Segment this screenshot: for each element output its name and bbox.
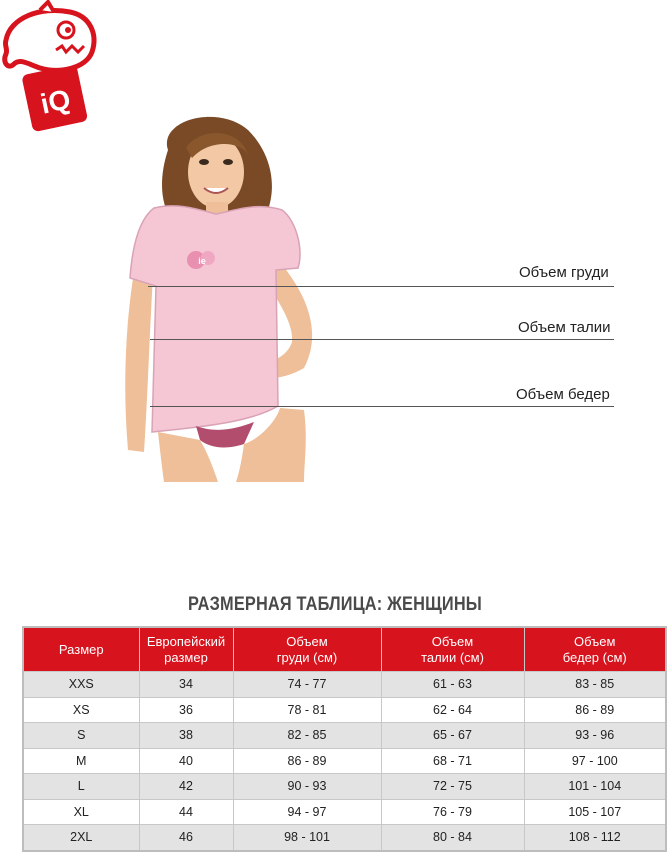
cell-chest: 78 - 81 xyxy=(233,697,381,723)
cell-euro: 36 xyxy=(139,697,233,723)
cell-hips: 97 - 100 xyxy=(524,748,666,774)
table-row xyxy=(23,748,666,774)
cell-hips: 105 - 107 xyxy=(524,799,666,825)
cell-waist: 72 - 75 xyxy=(381,774,524,800)
chest-label: Объем груди xyxy=(519,264,609,281)
cell-waist: 76 - 79 xyxy=(381,799,524,825)
cell-chest: 90 - 93 xyxy=(233,774,381,800)
header-chest: Объем груди (см) xyxy=(233,627,381,672)
cell-waist: 61 - 63 xyxy=(381,672,524,698)
table-row xyxy=(23,697,666,723)
cell-hips: 83 - 85 xyxy=(524,672,666,698)
cell-euro: 44 xyxy=(139,799,233,825)
waist-line xyxy=(150,339,614,340)
cell-hips: 108 - 112 xyxy=(524,825,666,851)
table-row xyxy=(23,672,666,698)
table-row xyxy=(23,723,666,749)
cell-waist: 65 - 67 xyxy=(381,723,524,749)
size-table xyxy=(22,626,667,852)
header-hips: Объем бедер (см) xyxy=(524,627,666,672)
size-table-title: РАЗМЕРНАЯ ТАБЛИЦА: ЖЕНЩИНЫ xyxy=(188,594,482,615)
cell-size: S xyxy=(23,723,139,749)
chest-line xyxy=(148,286,614,287)
cell-hips: 93 - 96 xyxy=(524,723,666,749)
cell-size: XS xyxy=(23,697,139,723)
cell-waist: 62 - 64 xyxy=(381,697,524,723)
cell-euro: 40 xyxy=(139,748,233,774)
cell-chest: 98 - 101 xyxy=(233,825,381,851)
cell-waist: 68 - 71 xyxy=(381,748,524,774)
table-row xyxy=(23,799,666,825)
header-waist: Объем талии (см) xyxy=(381,627,524,672)
waist-label: Объем талии xyxy=(518,319,611,336)
cell-chest: 82 - 85 xyxy=(233,723,381,749)
table-row xyxy=(23,774,666,800)
cell-waist: 80 - 84 xyxy=(381,825,524,851)
cell-chest: 86 - 89 xyxy=(233,748,381,774)
iq-fish-logo xyxy=(0,0,100,132)
cell-size: 2XL xyxy=(23,825,139,851)
model-illustration xyxy=(108,110,338,482)
header-euro-size: Европейский размер xyxy=(139,627,233,672)
cell-euro: 34 xyxy=(139,672,233,698)
cell-chest: 74 - 77 xyxy=(233,672,381,698)
cell-euro: 42 xyxy=(139,774,233,800)
table-header-row xyxy=(23,627,666,672)
cell-hips: 86 - 89 xyxy=(524,697,666,723)
cell-size: XL xyxy=(23,799,139,825)
logo-text: iQ xyxy=(37,83,74,120)
cell-euro: 46 xyxy=(139,825,233,851)
cell-hips: 101 - 104 xyxy=(524,774,666,800)
hips-line xyxy=(150,406,614,407)
cell-size: M xyxy=(23,748,139,774)
header-size: Размер xyxy=(23,627,139,672)
hips-label: Объем бедер xyxy=(516,386,610,403)
table-row xyxy=(23,825,666,851)
cell-size: XXS xyxy=(23,672,139,698)
cell-euro: 38 xyxy=(139,723,233,749)
cell-chest: 94 - 97 xyxy=(233,799,381,825)
svg-text:ie: ie xyxy=(198,256,206,266)
cell-size: L xyxy=(23,774,139,800)
